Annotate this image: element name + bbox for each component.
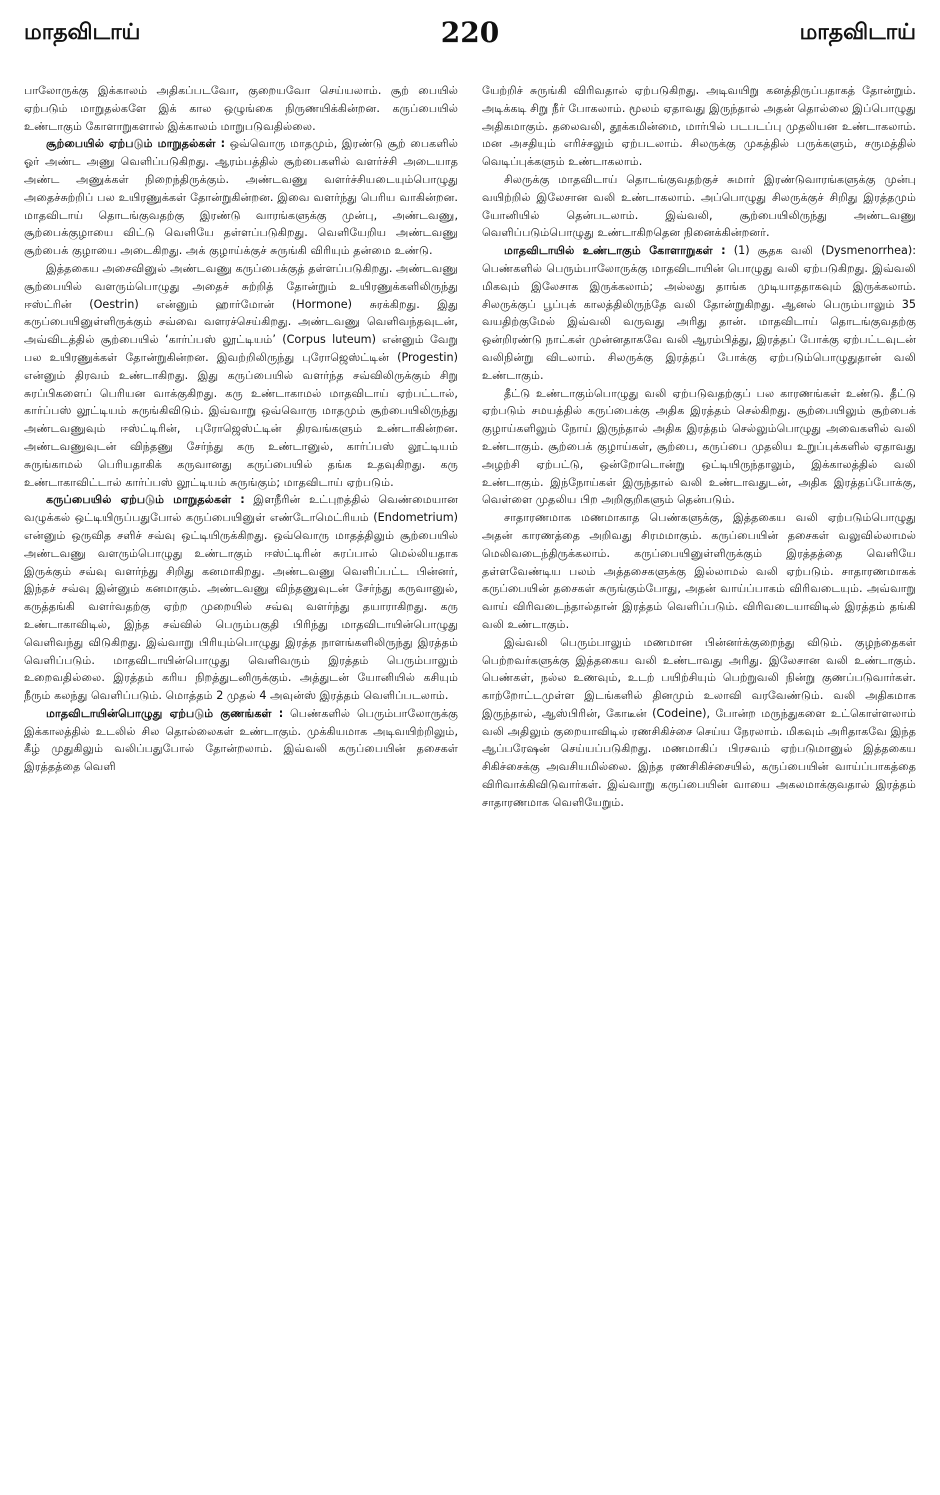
section-heading: மாதவிடாயின்பொழுது ஏற்படும் குணங்கள் : [46, 706, 284, 720]
right-column [482, 82, 916, 812]
running-head-left: மாதவிடாய் [24, 20, 141, 45]
page-header [24, 10, 916, 50]
paragraph [482, 171, 916, 242]
paragraph [24, 135, 458, 260]
paragraph-text: (1) சூதக வலி (Dysmenorrhea): பெண்களில் பெரும்பாலோருக்கு மாதவிடாயின் பொழுது வலி ஏற்படுகிறது. இவ்வலி மிகவும் இலேசாக இருக்கலாம்; அல்லது தாங்க முடியாததாகவும் இருக்கலாம். சிலருக்குப் பூப்புக் காலத்திலிருந்தே வலி தோன்றுகிறது. ஆனல் பெரும்பாலும் 35 வயதிற்குமேல் இவ்வலி வருவது அரிது தான். மாதவிடாய் தொடங்குவதற்கு ஒன்றிரண்டு நாட்கள் முன்னதாகவே வலி ஆரம்பித்து, இரத்தப் போக்கு ஏற்பட்டவுடன் வலிநின்று விடலாம். சிலருக்கு இரத்தப் போக்கு ஏற்படும்பொழுதுதான் வலி உண்டாகும். [482, 244, 916, 382]
running-head-right: மாதவிடாய் [799, 20, 916, 45]
paragraph [482, 385, 916, 510]
paragraph [482, 82, 916, 171]
paragraph-text: தீட்டு உண்டாகும்பொழுது வலி ஏற்படுவதற்குப் பல காரணங்கள் உண்டு. தீட்டு ஏற்படும் சமயத்தில் கருப்பைக்கு அதிக இரத்தம் செல்கிறது. சூற்பையிலும் சூற்பைக் குழாய்களிலும் நோய் இருந்தால் அதிக இரத்தம் செல்லும்பொழுது அவைகளில் வலி உண்டாகும். சூற்பைக் குழாய்கள், சூற்பை, கருப்பை முதலிய உறுப்புக்களில் ஏதாவது அழற்சி ஏற்பட்டு, ஒன்றோடொன்று ஒட்டியிருந்தாலும், இக்காலத்தில் வலி உண்டாகும். இந்நோய்கள் இருந்தால் வலி உண்டாவதுடன், அதிக இரத்தப்போக்கு, வெள்ளை முதலிய பிற அறிகுறிகளும் தென்படும். [482, 386, 916, 507]
section-heading: சூற்பையில் ஏற்படும் மாறுதல்கள் : [46, 137, 226, 151]
left-column [24, 82, 458, 776]
section-heading: மாதவிடாயில் உண்டாகும் கோளாறுகள் : [504, 244, 726, 258]
paragraph-text: சாதாரணமாக மணமாகாத பெண்களுக்கு, இத்தகைய வலி ஏற்படும்பொழுது அதன் காரணத்தை அறிவது சிரமமாகும். கருப்பையின் தசைகள் வலுவில்லாமல் மெலிவடைந்திருக்கலாம். கருப்பையினுள்ளிருக்கும் இரத்தத்தை வெளியே தள்ளவேண்டிய பலம் அத்தசைகளுக்கு இல்லாமல் வலி ஏற்படும். சாதாரணமாகக் கருப்பையின் தசைகள் சுருங்கும்போது, அதன் வாய்ப்பாகம் விரிவடையும். அவ்வாறு வாய் விரிவடைந்தால்தான் இரத்தம் வெளிப்படும். விரிவடையாவிடில் இரத்தம் தங்கி வலி உண்டாகும். [482, 511, 916, 631]
paragraph [24, 260, 458, 491]
paragraph [482, 634, 916, 812]
paragraph-text: ஒவ்வொரு மாதமும், இரண்டு சூற் பைகளில் ஓர் அண்ட அணு வெளிப்படுகிறது. ஆரம்பத்தில் சூற்பைகளில் வளர்ச்சி அடையாத அண்ட அணுக்கள் நிறைந்திருக்கும். அண்டவணு வளர்ச்சியடையும்பொழுது அதைச்சுற்றிப் பல உயிரணுக்கள் தோன்றுகின்றன. இவை வளர்ந்து பெரிய வாகின்றன. மாதவிடாய் தொடங்குவதற்கு இரண்டு வாரங்களுக்கு முன்பு, அண்டவணு, சூற்பைக்குழாயை விட்டு வெளியே தள்ளப்படுகிறது. வெளியேறிய அண்டவணு சூற்பைக் குழாயை அடைகிறது. அக் குழாய்க்குச் சுருங்கி விரியும் தன்மை உண்டு. [24, 137, 458, 258]
paragraph [24, 491, 458, 705]
paragraph-text: யேற்றிச் சுருங்கி விரிவதால் ஏற்படுகிறது. அடிவயிறு கனத்திருப்பதாகத் தோன்றும். அடிக்கடி சிறு நீர் போகலாம். மூலம் ஏதாவது இருந்தால் அதன் தொல்லை இப்பொழுது அதிகமாகும். தலைவலி, தூக்கமின்மை, மார்பில் படபடப்பு முதலியன உண்டாகலாம். மன அசதியும் எரிச்சலும் ஏற்படலாம். சிலருக்கு முகத்தில் பருக்களும், சருமத்தில் வெடிப்புக்களும் உண்டாகலாம். [482, 84, 916, 169]
section-heading: கருப்பையில் ஏற்படும் மாறுதல்கள் : [46, 493, 245, 507]
paragraph-text: பெண்களில் பெரும்பாலோருக்கு இக்காலத்தில் உடலில் சில தொல்லைகள் உண்டாகும். முக்கியமாக அடிவயிற்றிலும், கீழ் முதுகிலும் வலிப்பதுபோல் தோன்றலாம். இவ்வலி கருப்பையின் தசைகள் இரத்தத்தை வெளி [24, 706, 458, 774]
paragraph [482, 509, 916, 634]
paragraph [24, 82, 458, 135]
paragraph [482, 242, 916, 384]
paragraph [24, 705, 458, 776]
paragraph-text: சிலருக்கு மாதவிடாய் தொடங்குவதற்குச் சுமார் இரண்டுவாரங்களுக்கு முன்பு வயிற்றில் இலேசான வலி உண்டாகலாம். அப்பொழுது சிலருக்குச் சிறிது இரத்தமும் யோனியில் தென்படலாம். இவ்வலி, சூற்பையிலிருந்து அண்டவணு வெளிப்படும்பொழுது உண்டாகிறதென நினைக்கின்றனர். [482, 172, 916, 240]
paragraph-text: இத்தகைய அசைவினுல் அண்டவணு கருப்பைக்குத் தள்ளப்படுகிறது. அண்டவணு சூற்பையில் வளரும்பொழுது அதைச் சுற்றித் தோன்றும் உயிரணுக்களிலிருந்து ஈஸ்ட்ரின் (Oestrin) என்னும் ஹார்மோன் (Hormone) சுரக்கிறது. இது கருப்பையினுள்ளிருக்கும் சவ்வை வளரச்செய்கிறது. அண்டவணு வெளிவந்தவுடன், அவ்விடத்தில் சூற்பையில் ‘கார்ப்பஸ் லூட்டியம்’ (Corpus luteum) என்னும் வேறு பல உயிரணுக்கள் தோன்றுகின்றன. இவற்றிலிருந்து புரோஜெஸ்ட்டின் (Progestin) என்னும் திரவம் உண்டாகிறது. இது கருப்பையில் வளர்ந்த சவ்விலிருக்கும் சிறு சுரப்பிகளைப் பெரியன வாக்குகிறது. கரு உண்டாகாமல் மாதவிடாய் ஏற்பட்டால், கார்ப்பஸ் லூட்டியம் சுருங்கிவிடும். இவ்வாறு ஒவ்வொரு மாதமும் சூற்பையிலிருந்து அண்டவணுவும் ஈஸ்ட்டிரின், புரோஜெஸ்ட்டின் திரவங்களும் உண்டாகின்றன. அண்டவணுவுடன் விந்தணு சேர்ந்து கரு உண்டானுல், கார்ப்பஸ் லூட்டியம் சுருங்காமல் பெரியதாகிக் கருவானது கருப்பையில் தங்க உதவுகிறது. கரு உண்டாகாவிட்டால் கார்ப்பஸ் லூட்டியம் சுருங்கும்; மாதவிடாய் ஏற்படும். [24, 261, 458, 489]
paragraph-text: இளநீரின் உட்புறத்தில் வெண்மையான வழுக்கல் ஒட்டியிருப்பதுபோல் கருப்பையினுள் எண்டோமெட்ரியம் (Endometrium) என்னும் ஒருவித சளிச் சவ்வு ஒட்டியிருக்கிறது. ஒவ்வொரு மாதத்திலும் சூற்பையில் அண்டவணு வளரும்பொழுது உண்டாகும் ஈஸ்ட்டிரின் சுரப்பால் மெல்லியதாக இருக்கும் சவ்வு வளர்ந்து சிறிது கனமாகிறது. அண்டவணு வெளிப்பட்ட பின்னர், இந்தச் சவ்வு இன்னும் கனமாகும். அண்டவணு விந்தணுவுடன் சேர்ந்து கருவானுல், கருத்தங்கி வளர்வதற்கு ஏற்ற முறையில் சவ்வு வளர்ந்து தயாராகிறது. கரு உண்டாகாவிடில், இந்த சவ்வில் பெரும்பகுதி பிரிந்து மாதவிடாயின்பொழுது வெளிவந்து விடுகிறது. இவ்வாறு பிரியும்பொழுது இரத்த நாளங்களிலிருந்து இரத்தம் வெளிப்படும். மாதவிடாயின்பொழுது வெளிவரும் இரத்தம் பெரும்பாலும் உறைவதில்லை. இரத்தம் கரிய நிறத்துடனிருக்கும். அத்துடன் யோனியில் கசியும் நீரும் கலந்து வெளிப்படும். மொத்தம் 2 முதல் 4 அவுன்ஸ் இரத்தம் வெளிப்படலாம். [24, 493, 458, 703]
paragraph-text: பாலோருக்கு இக்காலம் அதிகப்படவோ, குறையவோ செய்யலாம். சூற் பையில் ஏற்படும் மாறுதல்களே இக் கால ஒழுங்கை நிருணயிக்கின்றன. கருப்பையில் உண்டாகும் கோளாறுகளால் இக்காலம் மாறுபடுவதில்லை. [24, 84, 458, 133]
page-number: 220 [440, 16, 500, 49]
paragraph-text: இவ்வலி பெரும்பாலும் மணமான பின்னர்க்குறைந்து விடும். குழந்தைகள் பெற்றவர்களுக்கு இத்தகைய வலி உண்டாவது அரிது. இலேசான வலி உண்டாகும். பெண்கள், நல்ல உணவும், உடற் பயிற்சியும் பெற்றுவலி நின்று குணப்படுவார்கள். காற்றோட்டமுள்ள இடங்களில் தினமும் உலாவி வரவேண்டும். வலி அதிகமாக இருந்தால், ஆஸ்பிரின், கோடீன் (Codeine), போன்ற மருந்துகளை உட்கொள்ளலாம் வலி அதிலும் குறையாவிடில் ரணசிகிச்சை செய்ய நேரலாம். மிகவும் அரிதாகவே இந்த ஆப்பரேஷன் செய்யப்படுகிறது. மணமாகிப் பிரசவம் ஏற்படுமானுல் இத்தகைய சிகிச்சைக்கு அவசியமில்லை. இந்த ரணசிகிச்சையில், கருப்பையின் வாய்ப்பாகத்தை விரிவாக்கிவிடுவார்கள். இவ்வாறு கருப்பையின் வாயை அகலமாக்குவதால் இரத்தம் சாதாரணமாக வெளியேறும். [482, 635, 916, 809]
text-columns [24, 82, 916, 1480]
